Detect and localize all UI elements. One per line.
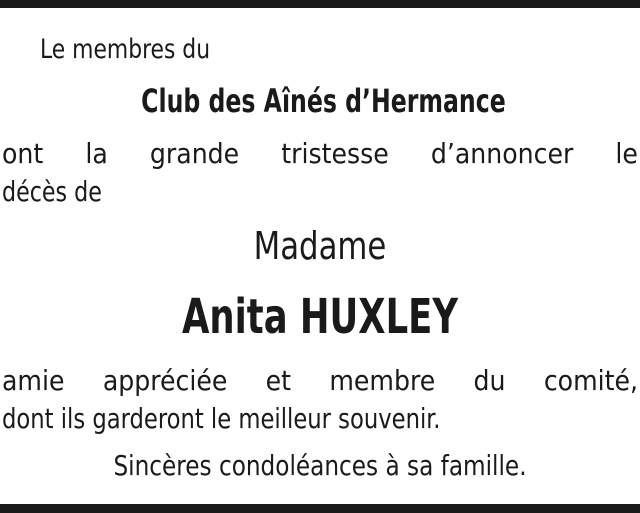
club-name: Club des Aînés d’Hermance	[141, 82, 506, 120]
intro-text: Le membres du	[40, 34, 211, 65]
tribute-word: amie	[2, 364, 65, 397]
announcement-word: ont	[2, 137, 44, 170]
condolences-text: Sincères condoléances à sa famille.	[113, 449, 527, 482]
announcement-line-1	[2, 135, 638, 173]
tribute-line-2: dont ils garderont le meilleur souvenir.	[2, 402, 441, 435]
tribute-line-1	[2, 362, 638, 400]
tribute-word: membre	[329, 364, 436, 397]
announcement-line-2: décès de	[2, 175, 102, 208]
announcement-word: la	[85, 137, 108, 170]
top-border-rule	[0, 0, 640, 8]
deceased-name: Anita HUXLEY	[182, 289, 458, 345]
tribute-word: comité,	[543, 364, 638, 397]
bottom-border-rule	[0, 504, 640, 513]
announcement-word: grande	[149, 137, 240, 170]
tribute-word: du	[473, 364, 506, 397]
announcement-word: d’annoncer	[430, 137, 574, 170]
tribute-word: et	[265, 364, 292, 397]
tribute-word: appréciée	[102, 364, 228, 397]
announcement-word: le	[615, 137, 638, 170]
honorific-title: Madame	[253, 224, 387, 268]
announcement-word: tristesse	[281, 137, 389, 170]
